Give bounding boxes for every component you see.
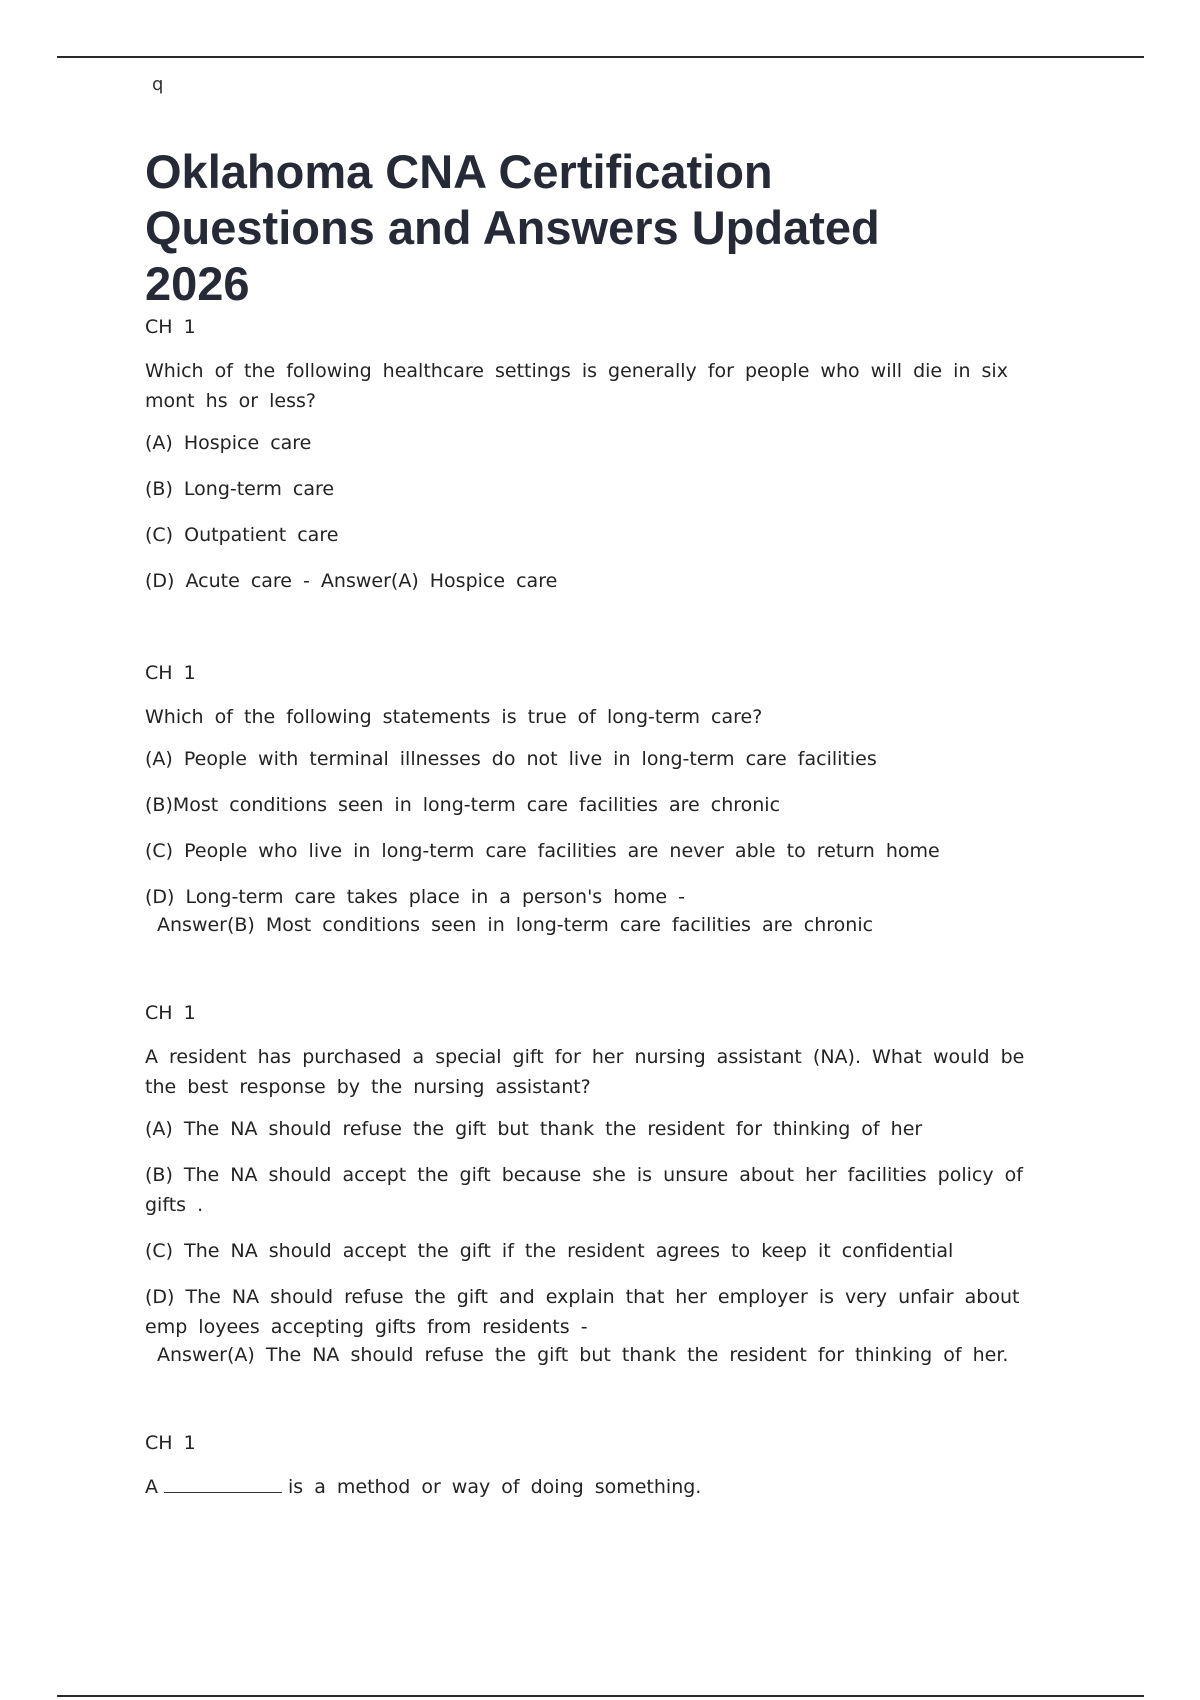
- question-text: Which of the following statements is true of long-term care?: [145, 706, 763, 728]
- question-text: Which of the following healthcare settings is generally for people who will die in six mont hs or less?: [145, 360, 1008, 412]
- question-text-start: A: [145, 1476, 158, 1498]
- fill-in-blank: [164, 1476, 282, 1493]
- block-spacer: [145, 940, 1050, 998]
- answer-option: (A) People with terminal illnesses do not live in long-term care facilities: [145, 748, 877, 770]
- question-block: [145, 1428, 1050, 1502]
- question-block: [145, 658, 1050, 940]
- answer-option: (C) The NA should accept the gift if the resident agrees to keep it confidential: [145, 1240, 954, 1262]
- answer-option: (A) The NA should refuse the gift but thank the resident for thinking of her: [145, 1118, 923, 1140]
- question-block: [145, 312, 1050, 596]
- answer-option: (A) Hospice care: [145, 432, 312, 454]
- question-text: A resident has purchased a special gift for her nursing assistant (NA). What would be the best response by the nursing assistant?: [145, 1046, 1025, 1098]
- correct-answer: Answer(A) The NA should refuse the gift but thank the resident for thinking of her.: [157, 1344, 1009, 1366]
- answer-option: (D) Long-term care takes place in a person's home -: [145, 886, 686, 908]
- question-block: [145, 998, 1050, 1370]
- page-marker: q: [152, 74, 164, 95]
- document-body: [145, 312, 1050, 1514]
- chapter-label: CH 1: [145, 1432, 196, 1454]
- document-title: Oklahoma CNA Certification Questions and Answers Updated 2026: [145, 145, 880, 310]
- chapter-label: CH 1: [145, 1002, 196, 1024]
- answer-option: (D) Acute care - Answer(A) Hospice care: [145, 570, 558, 592]
- block-spacer: [145, 1370, 1050, 1428]
- chapter-label: CH 1: [145, 316, 196, 338]
- answer-option: (B)Most conditions seen in long-term care facilities are chronic: [145, 794, 781, 816]
- answer-option: (D) The NA should refuse the gift and explain that her employer is very unfair about emp loyees accepting gifts from residents -: [145, 1286, 1020, 1338]
- top-rule: [57, 56, 1144, 58]
- answer-option: (B) The NA should accept the gift because she is unsure about her facilities policy of gifts .: [145, 1164, 1023, 1216]
- question-text-end: is a method or way of doing something.: [288, 1476, 702, 1498]
- correct-answer: Answer(B) Most conditions seen in long-term care facilities are chronic: [157, 914, 874, 936]
- answer-option: (C) People who live in long-term care facilities are never able to return home: [145, 840, 940, 862]
- bottom-rule: [57, 1695, 1144, 1697]
- question-text: [145, 1472, 1050, 1502]
- answer-option: (C) Outpatient care: [145, 524, 339, 546]
- chapter-label: CH 1: [145, 662, 196, 684]
- answer-option: (B) Long-term care: [145, 478, 335, 500]
- block-spacer: [145, 596, 1050, 658]
